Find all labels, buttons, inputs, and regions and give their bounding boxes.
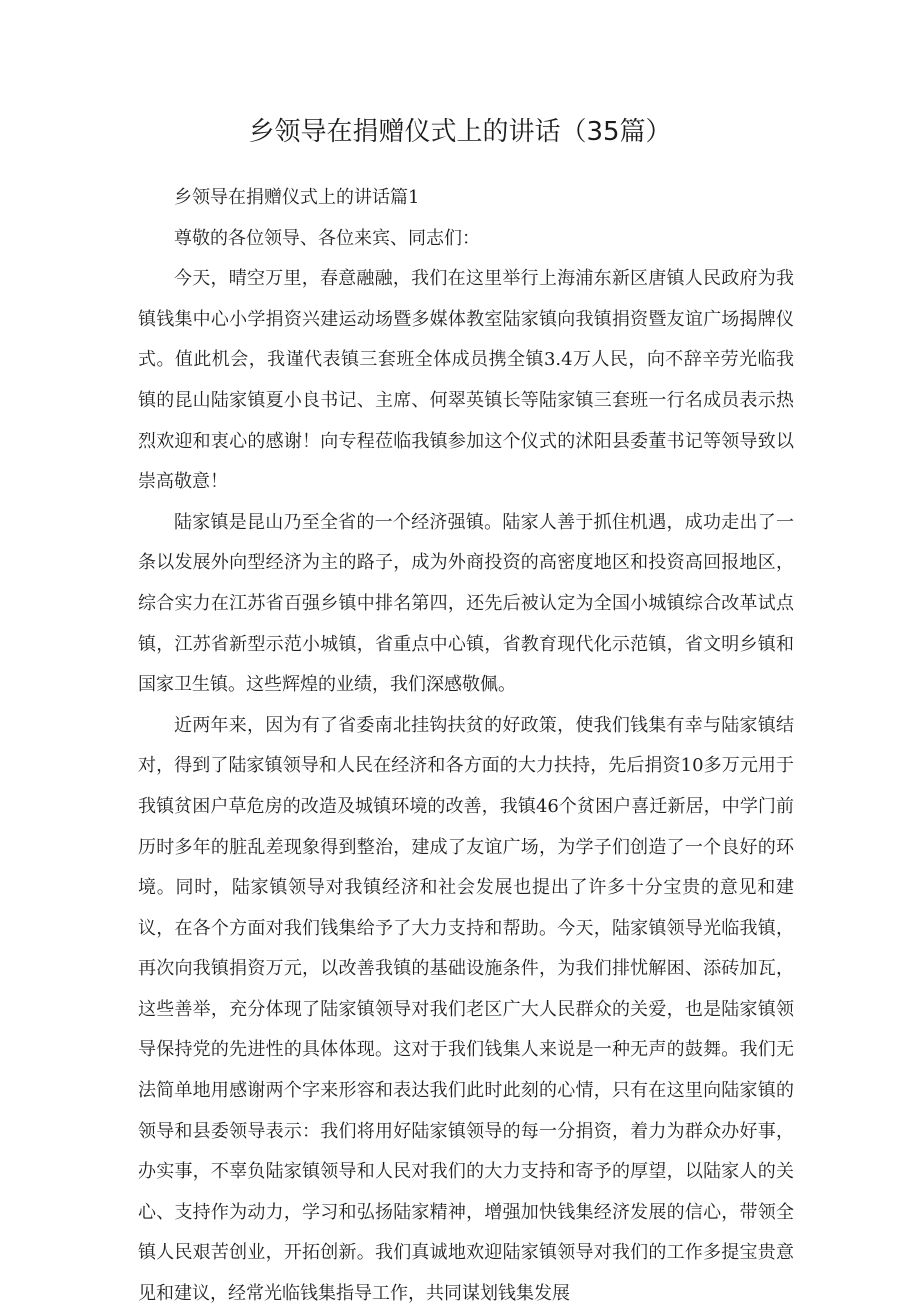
document-title: 乡领导在捐赠仪式上的讲话（35篇） xyxy=(248,117,672,147)
paragraph-3: 近两年来，因为有了省委南北挂钩扶贫的好政策，使我们钱集有幸与陆家镇结对，得到了陆家镇领导和人民在经济和各方面的大力扶持，先后捐资10多万元用于我镇贫困户草危房的改造及城镇环境的改善，我镇46个贫困户喜迁新居，中学门前历时多年的脏乱差现象得到整治，建成了友谊广场，为学子们创造了一个良好的环境。同时，陆家镇领导对我镇经济和社会发展也提出了许多十分宝贵的意见和建议，在各个方面对我们钱集给予了大力支持和帮助。今天，陆家镇领导光临我镇，再次向我镇捐资万元，以改善我镇的基础设施条件，为我们排忧解困、添砖加瓦，这些善举，充分体现了陆家镇领导对我们老区广大人民群众的关爱，也是陆家镇领导保持党的先进性的具体体现。这对于我们钱集人来说是一种无声的鼓舞。我们无法简单地用感谢两个字来形容和表达我们此时此刻的心情，只有在这里向陆家镇的领导和县委领导表示：我们将用好陆家镇领导的每一分捐资，着力为群众办好事，办实事，不辜负陆家镇领导和人民对我们的大力支持和寄予的厚望，以陆家人的关心、支持作为动力，学习和弘扬陆家精神，增强加快钱集经济发展的信心，带领全镇人民艰苦创业，开拓创新。我们真诚地欢迎陆家镇领导对我们的工作多提宝贵意见和建议，经常光临钱集指导工作，共同谋划钱集发展 xyxy=(138,714,794,1305)
section-heading: 乡领导在捐赠仪式上的讲话篇1 xyxy=(174,187,420,208)
paragraph-2: 陆家镇是昆山乃至全省的一个经济强镇。陆家人善于抓住机遇，成功走出了一条以发展外向型经济为主的路子，成为外商投资的高密度地区和投资高回报地区，综合实力在江苏省百强乡镇中排名第四，还先后被认定为全国小城镇综合改革试点镇，江苏省新型示范小城镇，省重点中心镇，省教育现代化示范镇，省文明乡镇和国家卫生镇。这些辉煌的业绩，我们深感敬佩。 xyxy=(138,511,794,696)
paragraph-1: 今天，晴空万里，春意融融，我们在这里举行上海浦东新区唐镇人民政府为我镇钱集中心小学捐资兴建运动场暨多媒体教室陆家镇向我镇捐资暨友谊广场揭牌仪式。值此机会，我谨代表镇三套班全体成员携全镇3.4万人民，向不辞辛劳光临我镇的昆山陆家镇夏小良书记、主席、何翠英镇长等陆家镇三套班一行名成员表示热烈欢迎和衷心的感谢！向专程莅临我镇参加这个仪式的沭阳县委董书记等领导致以崇高敬意！ xyxy=(138,268,794,493)
salutation: 尊敬的各位领导、各位来宾、同志们： xyxy=(174,227,480,249)
document-body xyxy=(138,178,794,1315)
